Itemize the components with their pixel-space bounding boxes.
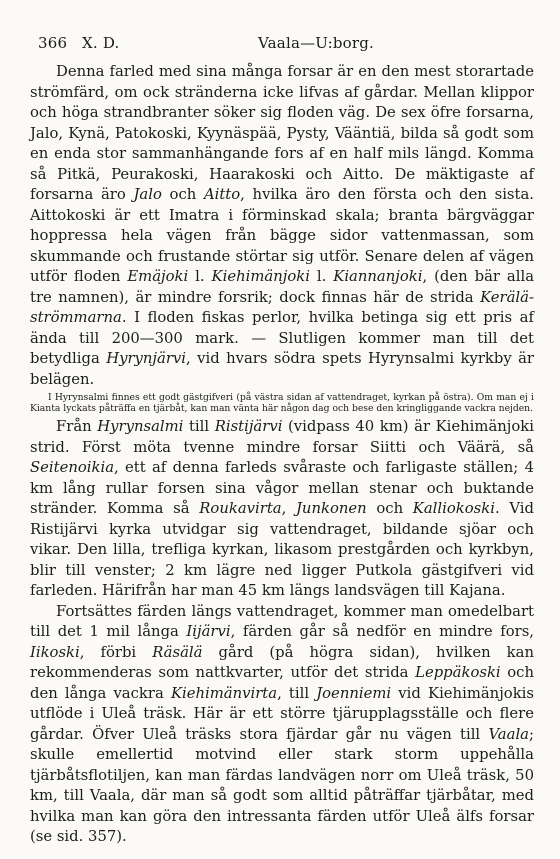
paragraph-continuation: Fortsättes färden längs vattendraget, kommer man omedelbart till det 1 mil långa Iijärvi, färden går så nedför en mindre fors, Iikoski, förbi Räsälä gård (på högra sidan), hvilken kan rekommenderas som nattkvarter, utför det strida Leppäkoski och den långa vackra Kiehimänvirta, till Joenniemi vid Kiehimänjokis utflöde i Uleå träsk. Här är ett större tjärupplagsställe och flere gårdar. Öfver Uleå träsks stora fjärdar går nu vägen till Vaala; skulle emellertid motvind eller stark storm uppehålla tjärbåtsflotiljen, kan man färdas landvägen norr om Uleå träsk, 50 km, till Vaala, där man så godt som alltid påträffar tjärbåtar, med hvilka man kan göra den intressanta färden utför Uleå älfs forsar (se sid. 357).: [30, 602, 534, 846]
running-title: Vaala—U:borg.: [258, 34, 375, 52]
text-block: [30, 62, 534, 390]
page-number: 366: [38, 34, 68, 52]
paragraph-intro: Denna farled med sina många forsar är en den mest storartade strömfärd, om ock stränderna icke lifvas af gårdar. Mellan klippor och höga strandbranter söker sig floden väg. De sex öfre forsarna, Jalo, Kynä, Patokoski, Kyynäspää, Pysty, Vääntiä, bilda så godt som en enda stor sammanhängande fors af en half mils längd. Komma så Pitkä, Peurakoski, Haarakoski och Aitto. De mäktigaste af forsarna äro Jalo och Aitto, hvilka äro den första och den sista. Aittokoski är ett Imatra i förminskad skala; branta bärgväggar hoppressa hela vägen från bägge sidor vattenmassan, som skummande och frustande störtar sig utför. Senare delen af vägen utför floden Emäjoki l. Kiehimänjoki l. Kiannanjoki, (den bär alla tre namnen), är mindre forsrik; dock finnas här de strida Kerälä-strömmarna. I floden fiskas perlor, hvilka betinga sig ett pris af ända till 200—300 mark. — Slutligen kommer man till det betydliga Hyrynjärvi, vid hvars södra spets Hyrynsalmi kyrkby är belägen.: [30, 63, 535, 388]
paragraph-hyrynsalmi: Från Hyrynsalmi till Ristijärvi (vidpass 40 km) är Kiehimänjoki strid. Först möta tvenne mindre forsar Siitti och Väärä, så Seitenoikia, ett af denna farleds svåraste och farligaste ställen; 4 km lång rullar forsen sina vågor mellan stenar och buktande stränder. Komma så Roukavirta, Junkonen och Kalliokoski. Vid Ristijärvi kyrka utvidgar sig vattendraget, bildande sjöar och vikar. Den lilla, trefliga kyrkan, likasom prestgården och kyrkbyn, blir till venster; 2 km lägre ned ligger Putkola gästgifveri vid farleden. Härifrån har man 45 km längs landsvägen till Kajana.: [30, 418, 534, 600]
small-print-note: [30, 392, 534, 414]
section-mark: X. D.: [82, 34, 120, 52]
note-text: I Hyrynsalmi finnes ett godt gästgifveri (på västra sidan af vattendraget, kyrkan på östra). Om man ej i Kianta lyckats påträffa en tjärbåt, kan man vänta här någon dag och bese den kringliggande vackra nejden.: [30, 392, 534, 415]
text-block-continued: [30, 417, 534, 848]
page-header: [30, 22, 534, 62]
